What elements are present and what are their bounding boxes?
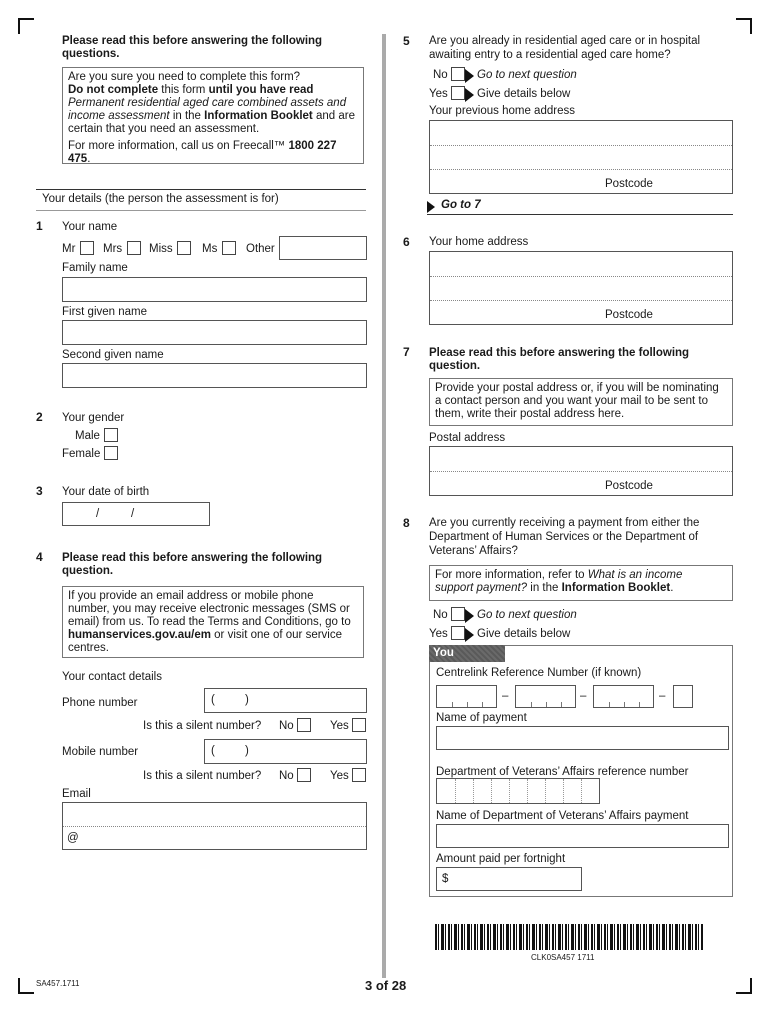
phone-input[interactable] (204, 688, 367, 713)
barcode-text: CLK0SA457 1711 (531, 953, 595, 962)
q5-no-checkbox[interactable] (451, 67, 465, 81)
title-mr-label: Mr (62, 243, 76, 255)
q5-goto-next: Go to next question (477, 69, 577, 81)
phone-silent-label: Is this a silent number? (143, 720, 262, 732)
corner-mark-bottom-left (18, 978, 34, 994)
q5-yes-checkbox[interactable] (451, 86, 465, 100)
q1-number: 1 (36, 219, 43, 233)
date-of-birth-input[interactable] (62, 502, 210, 526)
previous-address-input[interactable] (429, 120, 733, 194)
first-name-label: First given name (62, 306, 148, 318)
q8-give-details: Give details below (477, 628, 571, 640)
title-miss-label: Miss (149, 243, 173, 255)
crn-label: Centrelink Reference Number (if known) (436, 667, 642, 679)
q8-no-label: No (433, 609, 448, 621)
title-mrs-label: Mrs (103, 243, 123, 255)
q7-info-box (429, 378, 733, 426)
crn-dash-1: – (502, 690, 509, 702)
q8-info-line1: For more information, refer to What is an income (435, 569, 683, 581)
corner-mark-bottom-right (736, 978, 752, 994)
section-rule-bottom (36, 210, 366, 211)
phone-silent-yes-label: Yes (330, 720, 349, 732)
crn-check-digit[interactable] (673, 685, 693, 708)
gender-female-label: Female (62, 448, 101, 460)
goto7-label: Go to 7 (441, 199, 481, 211)
payment-name-label: Name of payment (436, 712, 527, 724)
q4-heading: Please read this before answering the following question. (62, 552, 323, 577)
contact-details-label: Your contact details (62, 671, 162, 683)
q5-bottom-rule (427, 214, 733, 215)
title-mrs-checkbox[interactable] (127, 241, 141, 255)
q8-info-line2: support payment? in the Information Booklet. (435, 582, 674, 594)
postal-postcode-label: Postcode (605, 480, 653, 492)
corner-mark-top-left (18, 18, 34, 34)
q5-yes-arrow-icon (465, 86, 476, 104)
gender-male-label: Male (75, 430, 100, 442)
previous-address-line-2 (430, 169, 732, 170)
second-name-input[interactable] (62, 363, 367, 388)
q1-label: Your name (62, 221, 118, 233)
email-dotted-line (63, 826, 366, 827)
crn-dash-2: – (580, 690, 587, 702)
you-tab: You (429, 645, 505, 662)
section-rule (36, 189, 366, 190)
barcode (435, 924, 703, 950)
q8-yes-label: Yes (429, 628, 448, 640)
title-ms-checkbox[interactable] (222, 241, 236, 255)
family-name-label: Family name (62, 262, 128, 274)
q6-number: 6 (403, 235, 410, 249)
phone-silent-no-label: No (279, 720, 294, 732)
previous-address-label: Your previous home address (429, 105, 575, 117)
mobile-input[interactable] (204, 739, 367, 764)
title-mr-checkbox[interactable] (80, 241, 94, 255)
intro-heading: Please read this before answering the following questions. (62, 35, 323, 60)
q8-yes-checkbox[interactable] (451, 626, 465, 640)
gender-male-checkbox[interactable] (104, 428, 118, 442)
previous-postcode-label: Postcode (605, 178, 653, 190)
mobile-silent-no-label: No (279, 770, 294, 782)
column-divider (382, 34, 386, 978)
q4-info-line2: number, you may receive electronic messages (SMS or (68, 603, 350, 615)
title-miss-checkbox[interactable] (177, 241, 191, 255)
section-title: Your details (the person the assessment is for) (42, 193, 279, 205)
home-address-line-2 (430, 300, 732, 301)
phone-silent-yes-checkbox[interactable] (352, 718, 366, 732)
q8-info-box (429, 565, 733, 601)
phone-paren-open: ( (211, 694, 215, 706)
payment-name-input[interactable] (436, 726, 729, 750)
intro-line5: certain that you need an assessment. (68, 123, 260, 135)
second-name-label: Second given name (62, 349, 164, 361)
q4-number: 4 (36, 550, 43, 564)
q8-line3: Veterans’ Affairs? (429, 545, 518, 557)
q8-line1: Are you currently receiving a payment from either the (429, 517, 700, 529)
mobile-silent-no-checkbox[interactable] (297, 768, 311, 782)
intro-line1: Are you sure you need to complete this form? (68, 71, 301, 83)
crn-segment-1[interactable] (436, 685, 497, 708)
mobile-silent-yes-checkbox[interactable] (352, 768, 366, 782)
q5-give-details: Give details below (477, 88, 571, 100)
q7-info-line3: them, write their postal address here. (435, 408, 625, 420)
postal-address-line-1 (430, 471, 732, 472)
dob-separator-2: / (131, 508, 135, 520)
crn-segment-2[interactable] (515, 685, 576, 708)
q8-goto-next: Go to next question (477, 609, 577, 621)
title-other-label: Other (246, 243, 275, 255)
q3-number: 3 (36, 484, 43, 498)
mobile-label: Mobile number (62, 746, 139, 758)
amount-dollar-sign: $ (442, 873, 449, 885)
q8-yes-arrow-icon (465, 626, 476, 644)
mobile-paren-close: ) (245, 745, 249, 757)
q7-number: 7 (403, 345, 410, 359)
amount-label: Amount paid per fortnight (436, 853, 566, 865)
q4-info-line5: centres. (68, 642, 109, 654)
mobile-silent-yes-label: Yes (330, 770, 349, 782)
mobile-paren-open: ( (211, 745, 215, 757)
q5-number: 5 (403, 34, 410, 48)
form-code: SA457.1711 (36, 979, 80, 988)
q7-info-line1: Provide your postal address or, if you will be nominating (435, 382, 719, 394)
q4-info-line1: If you provide an email address or mobile phone (68, 590, 314, 602)
first-name-input[interactable] (62, 320, 367, 345)
phone-paren-close: ) (245, 694, 249, 706)
q3-label: Your date of birth (62, 486, 150, 498)
crn-dash-3: – (659, 690, 666, 702)
email-label: Email (62, 788, 91, 800)
dob-separator-1: / (96, 508, 100, 520)
q8-line2: Department of Human Services or the Department of (429, 531, 699, 543)
q5-line1: Are you already in residential aged care or in hospital (429, 35, 701, 47)
q8-number: 8 (403, 516, 410, 530)
previous-address-line-1 (430, 145, 732, 146)
intro-line6: For more information, call us on Freecall™ 1800 227 475. (68, 140, 337, 165)
home-address-line-1 (430, 276, 732, 277)
intro-line2: Do not complete this form until you have read (68, 84, 314, 96)
family-name-input[interactable] (62, 277, 367, 302)
corner-mark-top-right (736, 18, 752, 34)
q4-info-line3: email) from us. To read the Terms and Conditions, go to (68, 616, 351, 628)
q2-number: 2 (36, 410, 43, 424)
phone-label: Phone number (62, 697, 138, 709)
page-number: 3 of 28 (365, 978, 407, 993)
postal-address-label: Postal address (429, 432, 506, 444)
q8-no-checkbox[interactable] (451, 607, 465, 621)
dva-payment-input[interactable] (436, 824, 729, 848)
dva-ref-input[interactable] (436, 778, 600, 804)
q7-info-line2: a contact person and you want your mail to be sent to (435, 395, 708, 407)
q7-heading: Please read this before answering the following question. (429, 347, 690, 372)
q4-info-box (62, 586, 364, 658)
gender-female-checkbox[interactable] (104, 446, 118, 460)
home-address-input[interactable] (429, 251, 733, 325)
intro-line3: Permanent residential aged care combined assets and (68, 97, 347, 109)
title-other-input[interactable] (279, 236, 367, 260)
home-postcode-label: Postcode (605, 309, 653, 321)
q5-yes-label: Yes (429, 88, 448, 100)
q8-no-arrow-icon (465, 607, 476, 625)
intro-line4: income assessment in the Information Booklet and are (68, 110, 355, 122)
dva-payment-label: Name of Department of Veterans’ Affairs payment (436, 810, 689, 822)
dva-ref-label: Department of Veterans’ Affairs reference number (436, 766, 689, 778)
q4-info-line4: humanservices.gov.au/em or visit one of our service (68, 629, 342, 641)
email-at-symbol: @ (67, 832, 79, 844)
q5-no-arrow-icon (465, 67, 476, 85)
intro-info-box (62, 67, 364, 164)
crn-segment-3[interactable] (593, 685, 654, 708)
phone-silent-no-checkbox[interactable] (297, 718, 311, 732)
q5-no-label: No (433, 69, 448, 81)
amount-input[interactable] (436, 867, 582, 891)
q5-line2: awaiting entry to a residential aged care home? (429, 49, 671, 61)
q2-label: Your gender (62, 412, 125, 424)
title-ms-label: Ms (202, 243, 218, 255)
mobile-silent-label: Is this a silent number? (143, 770, 262, 782)
q6-label: Your home address (429, 236, 529, 248)
